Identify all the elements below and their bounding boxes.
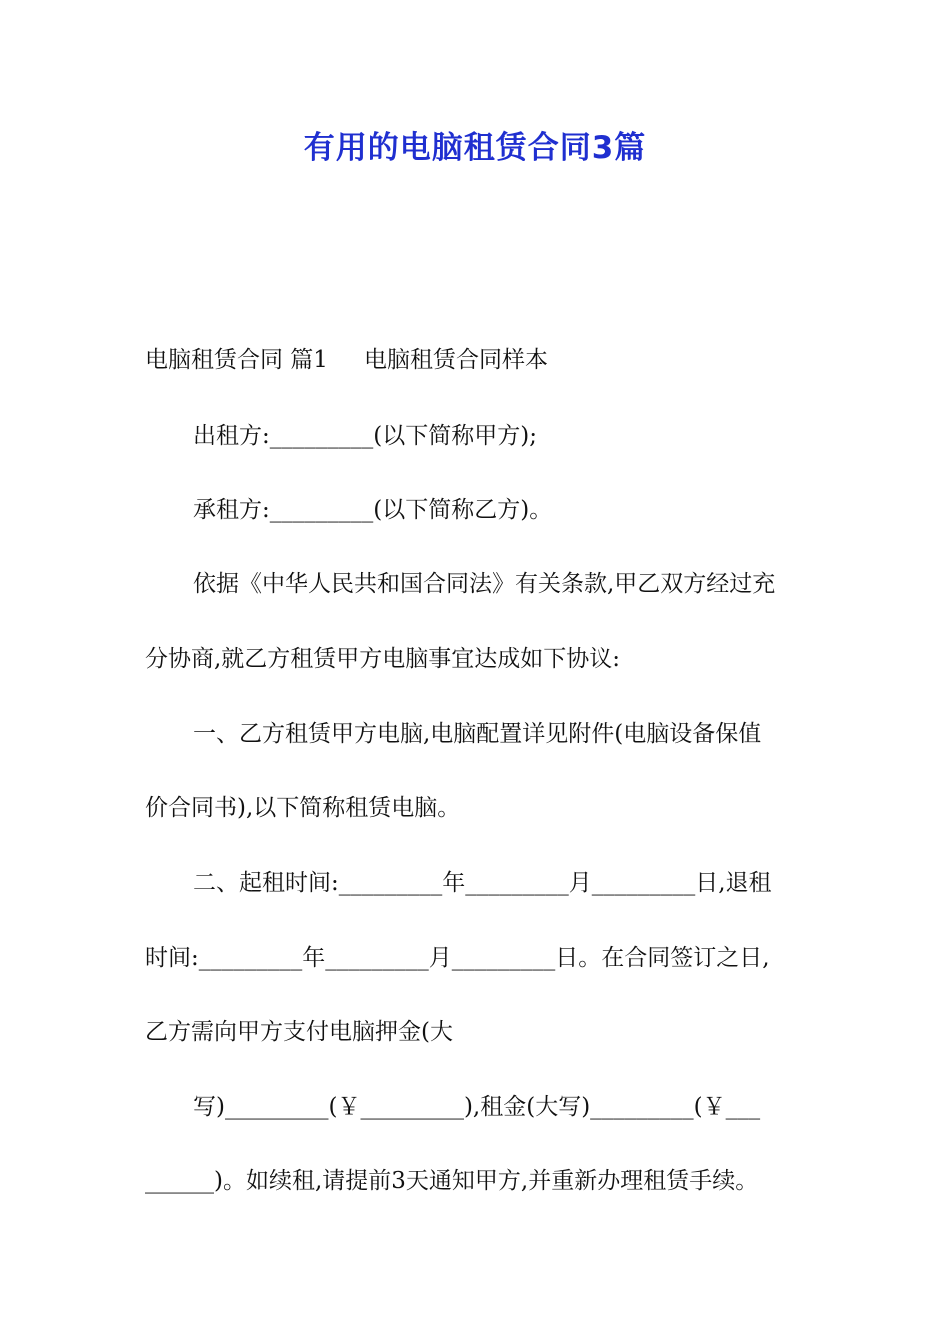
- preamble-line-1: 依据《中华人民共和国合同法》有关条款,甲乙双方经过充: [193, 571, 776, 597]
- clause-2-line-1: 二、起租时间:_________年_________月_________日,退租: [193, 870, 772, 896]
- clause-2-line-5: ______)。如续租,请提前3天通知甲方,并重新办理租赁手续。: [145, 1168, 759, 1194]
- clause-2-line-2: 时间:_________年_________月_________日。在合同签订之日,: [145, 945, 770, 971]
- section-heading-sample: 电脑租赁合同样本: [363, 347, 548, 373]
- lessor-line: 出租方:_________(以下简称甲方);: [193, 423, 537, 449]
- clause-2-line-4: 写)_________(￥_________),租金(大写)_________(￥___: [193, 1094, 761, 1120]
- document-title: 有用的电脑租赁合同3篇: [303, 130, 647, 166]
- clause-1-line-1: 一、乙方租赁甲方电脑,电脑配置详见附件(电脑设备保值: [193, 721, 762, 747]
- clause-1-line-2: 价合同书),以下简称租赁电脑。: [145, 795, 461, 821]
- section-heading: [145, 344, 815, 376]
- preamble-line-2: 分协商,就乙方租赁甲方电脑事宜达成如下协议:: [145, 646, 621, 672]
- lessee-line: 承租方:_________(以下简称乙方)。: [193, 497, 553, 523]
- section-heading-part: 电脑租赁合同 篇1: [145, 347, 328, 373]
- clause-2-line-3: 乙方需向甲方支付电脑押金(大: [145, 1019, 453, 1045]
